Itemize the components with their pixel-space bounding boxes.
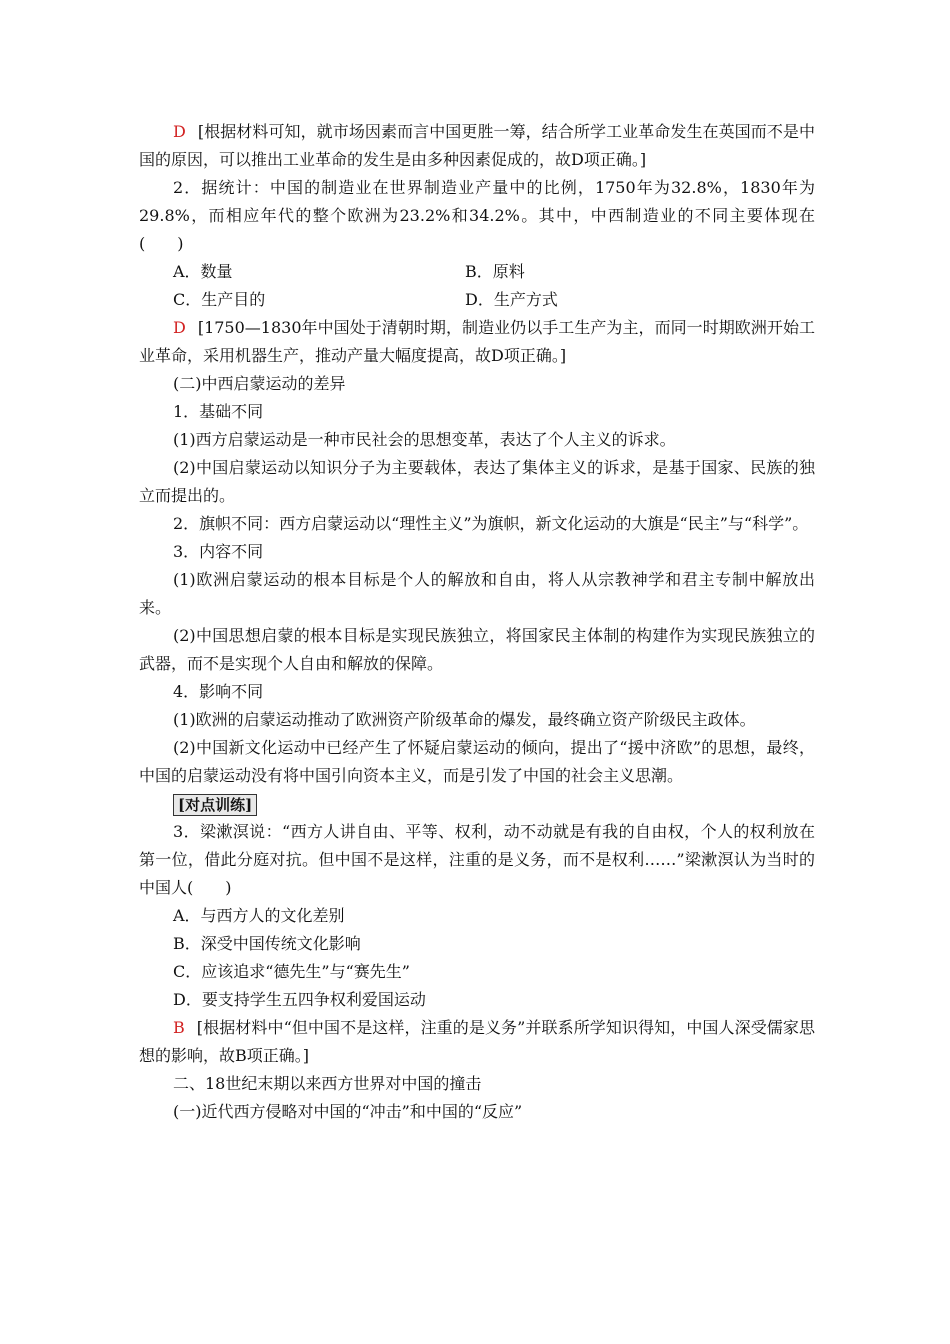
answer-letter: B (173, 1018, 185, 1037)
point-heading: 1．基础不同 (173, 402, 264, 421)
answer-letter: D (173, 318, 186, 337)
option-a: A．数量 (173, 262, 233, 281)
answer-text: [1750—1830年中国处于清朝时期，制造业仍以手工生产为主，而同一时期欧洲开始工业革命，采用机器生产，推动产量大幅度提高，故D项正确。] (139, 318, 815, 365)
answer-text: [根据材料中“但中国不是这样，注重的是义务”并联系所学知识得知，中国人深受儒家思想的影响，故B项正确。] (139, 1018, 815, 1065)
option-c: C．生产目的 (173, 290, 266, 309)
question-3: 3．梁漱溟说：“西方人讲自由、平等、权利，动不动就是有我的自由权，个人的权利放在第一位，借此分庭对抗。但中国不是这样，注重的是义务，而不是权利……”梁漱溟认为当时的中国人( ) (139, 822, 815, 897)
answer-text: [根据材料可知，就市场因素而言中国更胜一筹，结合所学工业革命发生在英国而不是中国的原因，可以推出工业革命的发生是由多种因素促成的，故D项正确。] (139, 122, 815, 169)
section-heading: 二、18世纪末期以来西方世界对中国的撞击 (173, 1074, 482, 1093)
point-heading: 4．影响不同 (173, 682, 264, 701)
document-page (139, 118, 815, 1126)
point-text: (2)中国思想启蒙的根本目标是实现民族独立，将国家民主体制的构建作为实现民族独立的武器，而不是实现个人自由和解放的保障。 (139, 626, 815, 673)
question-2: 2．据统计：中国的制造业在世界制造业产量中的比例，1750年为32.8%，1830年为29.8%，而相应年代的整个欧洲为23.2%和34.2%。其中，中西制造业的不同主要体现在( ) (139, 178, 815, 253)
point-text: (1)欧洲启蒙运动的根本目标是个人的解放和自由，将人从宗教神学和君主专制中解放出来。 (139, 570, 815, 617)
practice-tag: [对点训练] (173, 794, 257, 816)
point-text: (1)西方启蒙运动是一种市民社会的思想变革，表达了个人主义的诉求。 (173, 430, 676, 449)
point-text: (2)中国新文化运动中已经产生了怀疑启蒙运动的倾向，提出了“援中济欧”的思想，最终，中国的启蒙运动没有将中国引向资本主义，而是引发了中国的社会主义思潮。 (139, 738, 815, 785)
option-a: A．与西方人的文化差别 (173, 906, 345, 925)
option-d: D．要支持学生五四争权利爱国运动 (173, 990, 426, 1009)
answer-explanation-3 (139, 1014, 815, 1070)
question-2-options-row-2 (139, 286, 815, 314)
answer-letter: D (173, 122, 186, 141)
option-d: D．生产方式 (465, 290, 558, 309)
point-text: (2)中国启蒙运动以知识分子为主要载体，表达了集体主义的诉求，是基于国家、民族的独立而提出的。 (139, 458, 815, 505)
point-text: 2．旗帜不同：西方启蒙运动以“理性主义”为旗帜，新文化运动的大旗是“民主”与“科学”。 (173, 514, 809, 533)
answer-explanation-2 (139, 314, 815, 370)
section-heading: (二)中西启蒙运动的差异 (173, 374, 346, 393)
subsection-heading: (一)近代西方侵略对中国的“冲击”和中国的“反应” (173, 1102, 523, 1121)
point-heading: 3．内容不同 (173, 542, 264, 561)
question-2-options-row-1 (139, 258, 815, 286)
point-text: (1)欧洲的启蒙运动推动了欧洲资产阶级革命的爆发，最终确立资产阶级民主政体。 (173, 710, 756, 729)
option-b: B．原料 (465, 262, 525, 281)
option-c: C．应该追求“德先生”与“赛先生” (173, 962, 410, 981)
answer-explanation-1 (139, 118, 815, 174)
option-b: B．深受中国传统文化影响 (173, 934, 361, 953)
